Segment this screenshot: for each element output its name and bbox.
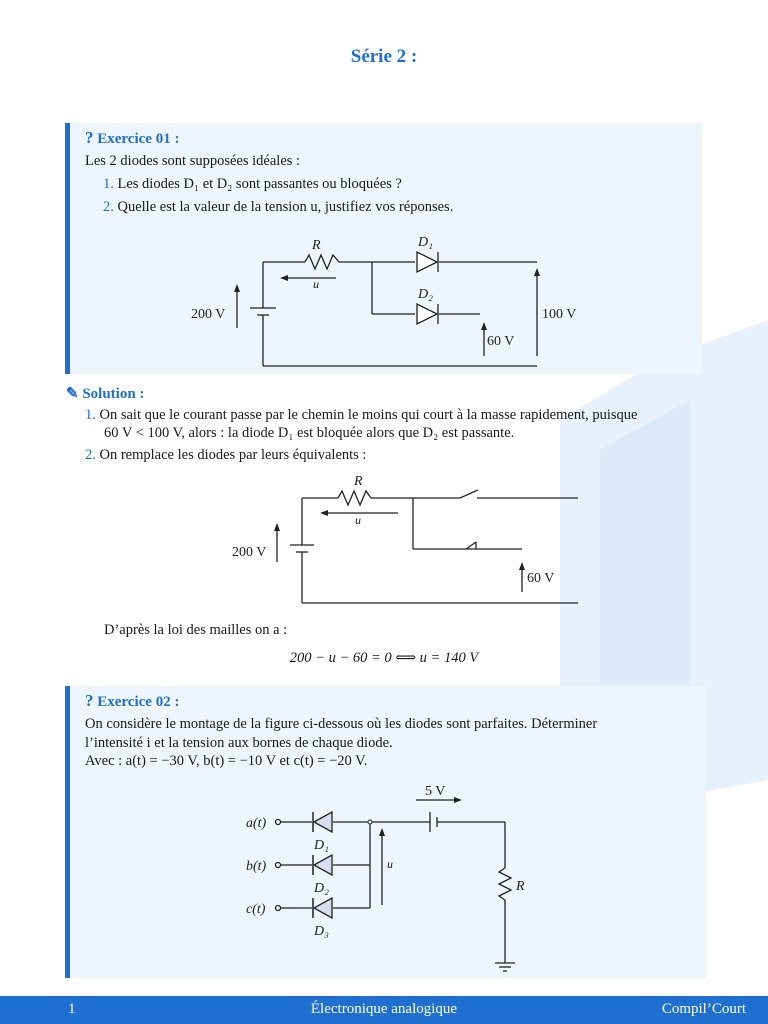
exercise-1-circuit	[180, 228, 600, 373]
exercise-1-question-2: 2. Quelle est la valeur de la tension u, justifiez vos réponses.	[103, 199, 454, 215]
ex1-d1-label: D₁	[418, 235, 433, 250]
ex2-b-label: b(t)	[246, 859, 267, 874]
ex1-60v-label: 60 V	[487, 334, 515, 349]
exercise-2-heading: ? Exercice 02 :	[85, 691, 180, 710]
exercise-2-circuit	[240, 780, 540, 975]
solution-item-2: 2. On remplace les diodes par leurs équivalents :	[85, 447, 367, 463]
exercise-1-question-1: 1. Les diodes D₁ et D₂ sont passantes ou bloquées ?	[103, 176, 402, 192]
ex1-200v-label: 200 V	[191, 307, 226, 322]
ex2-r-label: R	[516, 879, 525, 894]
ex2-d1-label: D₁	[314, 838, 329, 853]
exercise-1-intro: Les 2 diodes sont supposées idéales :	[85, 153, 301, 169]
page-title: Série 2 :	[350, 46, 418, 67]
exercise-1-heading: ? Exercice 01 :	[85, 128, 180, 147]
law-text: D’après la loi des mailles on a :	[104, 622, 288, 638]
sol-200v-label: 200 V	[232, 545, 267, 560]
equation: 200 − u − 60 = 0 ⟺ u = 140 V	[289, 650, 479, 666]
ex2-d3-label: D₃	[314, 924, 329, 939]
footer-brand: Compil’Court	[661, 1001, 746, 1017]
ex1-100v-label: 100 V	[542, 307, 577, 322]
question-mark-icon: ?	[85, 128, 94, 147]
question-mark-icon: ?	[85, 691, 94, 710]
solution-circuit	[220, 470, 590, 610]
footer-subject: Électronique analogique	[310, 1001, 458, 1017]
ex1-resistor-label: R	[312, 238, 321, 253]
ex1-u-label: u	[313, 277, 319, 291]
footer-bar	[0, 996, 768, 1024]
ex2-c-label: c(t)	[246, 902, 266, 917]
sol-60v-label: 60 V	[527, 571, 555, 586]
ex2-a-label: a(t)	[246, 816, 267, 831]
ex2-u-label: u	[387, 857, 393, 871]
solution-item-1: 1. On sait que le courant passe par le chemin le moins qui court à la masse rapidement, puisque	[85, 407, 638, 423]
pencil-icon: ✎	[66, 386, 79, 402]
sol-u-label: u	[355, 513, 361, 527]
ex2-5v-label: 5 V	[425, 784, 446, 799]
page-number: 1	[68, 1001, 76, 1017]
solution-heading: ✎ Solution :	[66, 386, 145, 402]
ex1-d2-label: D₂	[418, 287, 433, 302]
exercise-2-line-2: l’intensité i et la tension aux bornes de chaque diode.	[85, 735, 393, 751]
solution-item-1-cont: 60 V < 100 V, alors : la diode D₁ est bloquée alors que D₂ est passante.	[104, 425, 515, 441]
exercise-2-line-1: On considère le montage de la figure ci-dessous où les diodes sont parfaites. Déterminer	[85, 716, 598, 732]
sol-resistor-label: R	[354, 474, 363, 489]
exercise-2-line-3: Avec : a(t) = −30 V, b(t) = −10 V et c(t) = −20 V.	[85, 753, 368, 769]
ex2-d2-label: D₂	[314, 881, 329, 896]
